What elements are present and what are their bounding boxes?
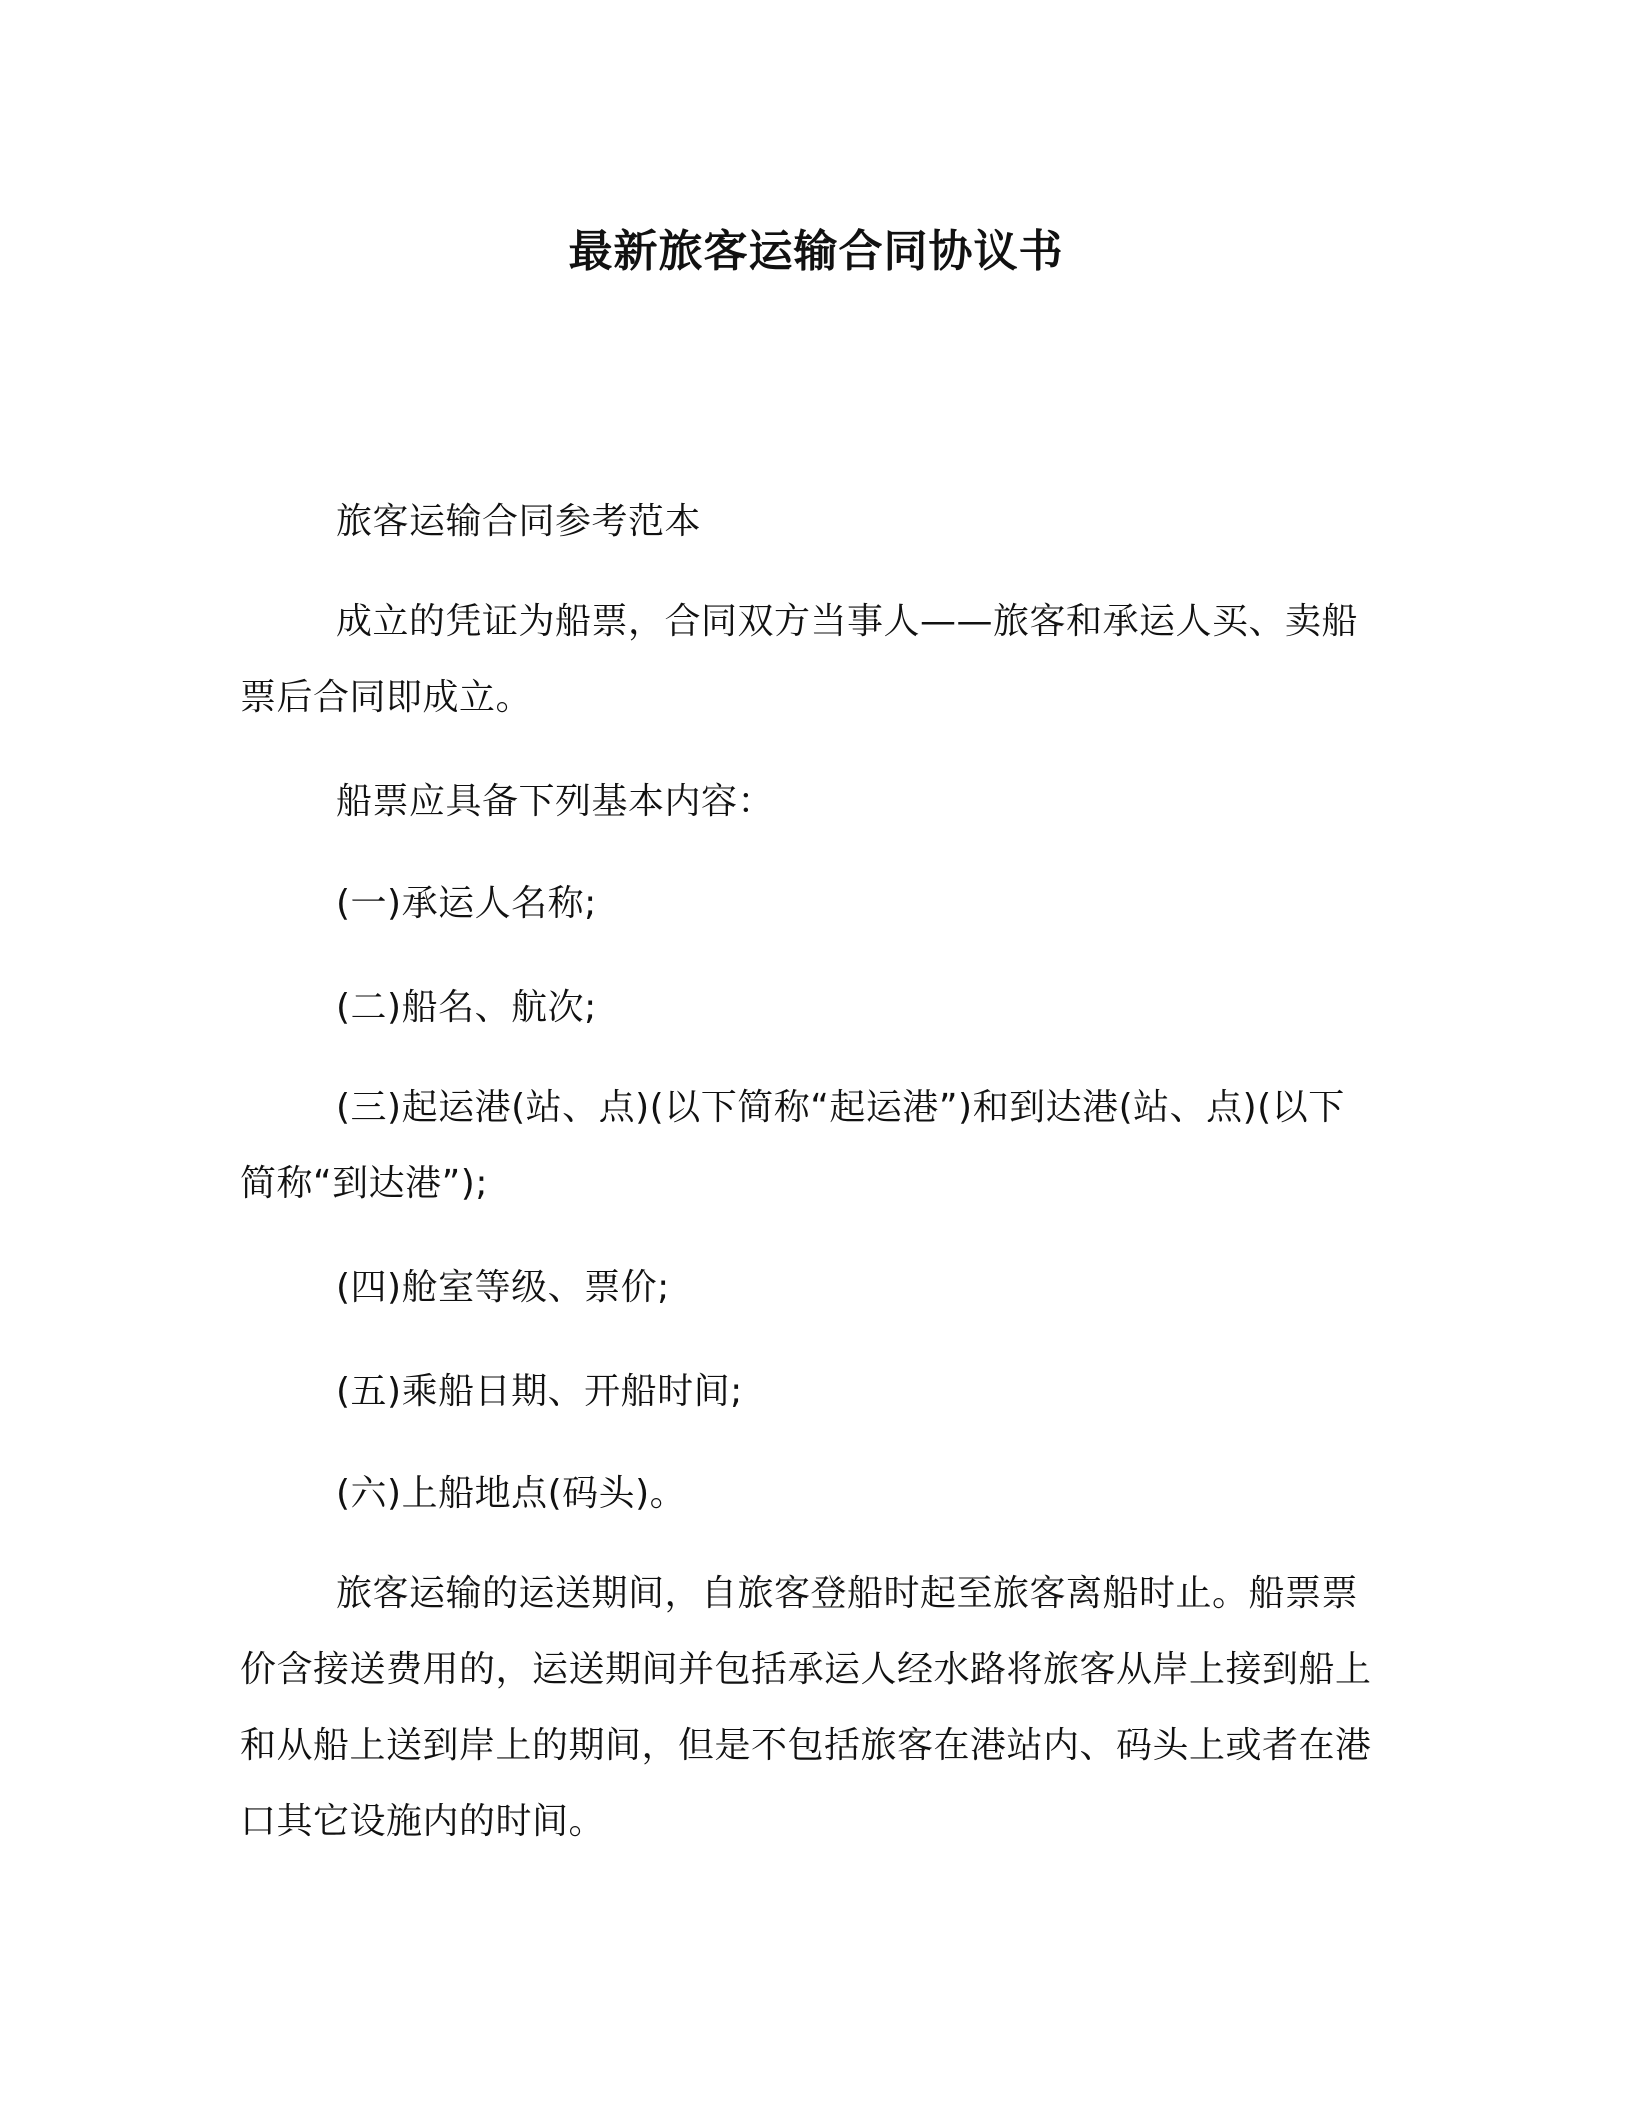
paragraph-transport-period: 旅客运输的运送期间，自旅客登船时起至旅客离船时止。船票票价含接送费用的，运送期间并包括承运人经水路将旅客从岸上接到船上和从船上送到岸上的期间，但是不包括旅客在港站内、码头上或者在港口其它设施内的时间。: [240, 1573, 1372, 1842]
list-item: (二)船名、航次;: [336, 987, 597, 1028]
list-item: (六)上船地点(码头)。: [336, 1473, 687, 1514]
paragraph-ticket-contents: 船票应具备下列基本内容：: [336, 781, 775, 822]
list-item: (五)乘船日期、开船时间;: [336, 1371, 743, 1412]
paragraph-contract-formation: 成立的凭证为船票，合同双方当事人——旅客和承运人买、卖船票后合同即成立。: [240, 601, 1359, 718]
document-subheading: 旅客运输合同参考范本: [336, 501, 702, 542]
list-item: (一)承运人名称;: [336, 883, 597, 924]
list-item: (三)起运港(站、点)(以下简称“起运港”)和到达港(站、点)(以下简称“到达港”);: [240, 1087, 1345, 1204]
list-item: (四)舱室等级、票价;: [336, 1267, 670, 1308]
document-title: 最新旅客运输合同协议书: [568, 226, 1064, 277]
